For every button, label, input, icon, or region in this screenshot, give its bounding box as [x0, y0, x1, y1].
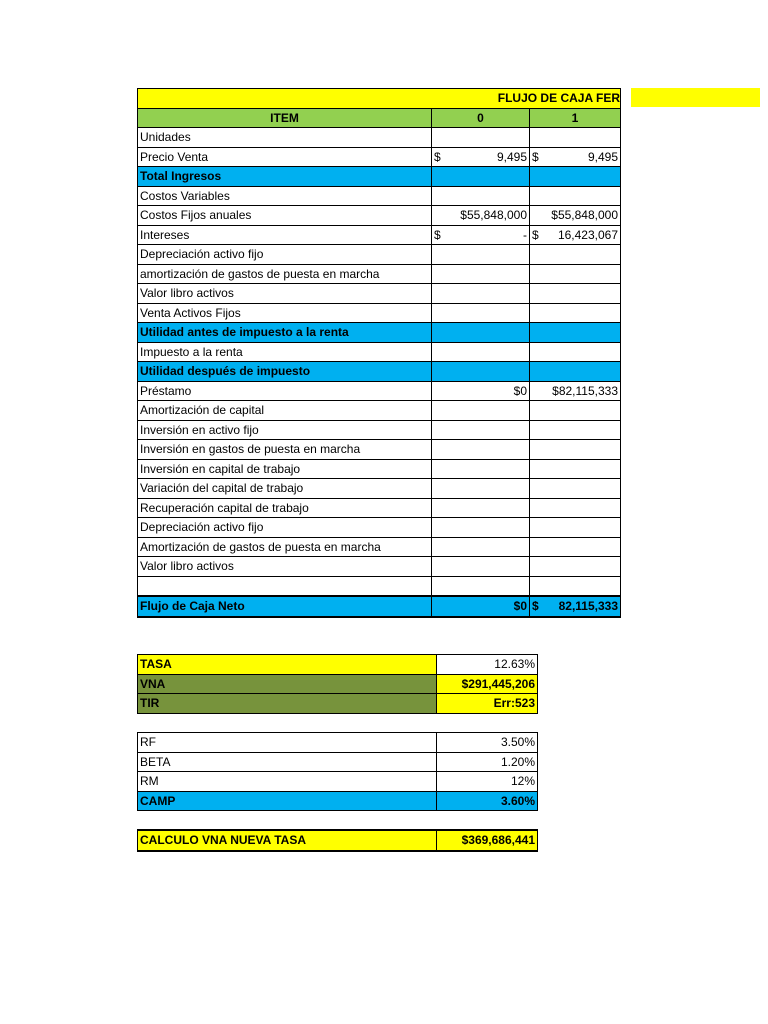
table-row — [138, 518, 621, 538]
row-label-cell[interactable]: Valor libro activos — [138, 284, 432, 304]
table-row — [138, 342, 621, 362]
row-value-1-cell[interactable] — [530, 245, 621, 265]
row-value-0-cell[interactable] — [432, 576, 530, 596]
row-value-0-cell[interactable] — [432, 323, 530, 343]
table-row — [138, 303, 621, 323]
row-label-cell[interactable]: Recuperación capital de trabajo — [138, 498, 432, 518]
capm-row — [138, 752, 538, 772]
row-label-cell[interactable]: Utilidad después de impuesto — [138, 362, 432, 382]
row-value-1-cell[interactable] — [530, 440, 621, 460]
row-label-cell[interactable]: Amortización de capital — [138, 401, 432, 421]
capm-label[interactable]: BETA — [138, 752, 437, 772]
capm-value[interactable]: 1.20% — [437, 752, 538, 772]
table-row — [138, 245, 621, 265]
row-label-cell[interactable]: Unidades — [138, 128, 432, 148]
header-item[interactable]: ITEM — [138, 108, 432, 128]
rate-row — [138, 674, 538, 694]
row-value-0-cell[interactable] — [432, 167, 530, 187]
nueva-tasa-table — [137, 829, 538, 852]
row-value-0-cell[interactable] — [432, 518, 530, 538]
row-value-1-cell[interactable] — [530, 342, 621, 362]
rate-value[interactable]: 12.63% — [437, 655, 538, 675]
row-value-1-cell[interactable] — [530, 128, 621, 148]
row-label-cell[interactable]: Precio Venta — [138, 147, 432, 167]
row-value-0-cell[interactable] — [432, 186, 530, 206]
row-value-0-cell[interactable]: $55,848,000 — [432, 206, 530, 226]
nueva-tasa-label[interactable]: CALCULO VNA NUEVA TASA — [138, 830, 437, 851]
title-fill-extension — [631, 88, 760, 107]
row-value-1-cell[interactable] — [530, 459, 621, 479]
amount: 9,495 — [496, 149, 527, 164]
net-cash-flow-row — [138, 596, 621, 617]
row-label-cell[interactable]: Inversión en gastos de puesta en marcha — [138, 440, 432, 460]
row-label-cell[interactable]: Variación del capital de trabajo — [138, 479, 432, 499]
row-label-cell[interactable]: Total Ingresos — [138, 167, 432, 187]
table-row — [138, 537, 621, 557]
row-value-1-cell[interactable] — [530, 303, 621, 323]
table-row — [138, 440, 621, 460]
row-label-cell[interactable]: amortización de gastos de puesta en marcha — [138, 264, 432, 284]
currency-symbol: $ — [532, 149, 539, 164]
row-value-1-cell[interactable] — [530, 323, 621, 343]
amount: 9,495 — [587, 149, 618, 164]
rates-table — [137, 654, 538, 714]
row-value-1-cell[interactable] — [530, 264, 621, 284]
header-col-1[interactable]: 1 — [530, 108, 621, 128]
table-row — [138, 186, 621, 206]
row-label-cell[interactable]: Intereses — [138, 225, 432, 245]
table-row — [138, 147, 621, 167]
row-value-1-cell[interactable]: $82,115,333 — [530, 381, 621, 401]
table-row — [138, 420, 621, 440]
money-value — [532, 148, 618, 166]
money-value — [434, 148, 527, 166]
row-label-cell[interactable]: Costos Fijos anuales — [138, 206, 432, 226]
table-row — [138, 576, 621, 596]
capm-row — [138, 791, 538, 811]
money-value — [532, 597, 618, 615]
row-value-1-cell[interactable] — [530, 420, 621, 440]
row-value-0-cell[interactable] — [432, 342, 530, 362]
table-title-text: FLUJO DE CAJA FER — [497, 91, 620, 106]
rate-label[interactable]: VNA — [138, 674, 437, 694]
row-label-cell[interactable]: Depreciación activo fijo — [138, 245, 432, 265]
capm-value[interactable]: 3.60% — [437, 791, 538, 811]
row-value-1-cell[interactable] — [530, 576, 621, 596]
row-label-cell[interactable] — [138, 576, 432, 596]
currency-symbol: $ — [532, 227, 539, 242]
table-row — [138, 362, 621, 382]
cash-flow-table — [137, 88, 621, 618]
currency-symbol: $ — [532, 599, 539, 614]
table-row — [138, 167, 621, 187]
nueva-tasa-value[interactable]: $369,686,441 — [437, 830, 538, 851]
capm-value[interactable]: 3.50% — [437, 733, 538, 753]
row-value-0-cell[interactable] — [432, 128, 530, 148]
row-value-0-cell[interactable] — [432, 245, 530, 265]
row-value-0-cell[interactable] — [432, 459, 530, 479]
table-row — [138, 401, 621, 421]
rate-row — [138, 694, 538, 714]
row-value-1-cell[interactable] — [530, 147, 621, 167]
capm-row — [138, 772, 538, 792]
table-row — [138, 479, 621, 499]
row-value-0-cell[interactable] — [432, 498, 530, 518]
row-value-0-cell[interactable] — [432, 537, 530, 557]
net-cash-flow-label[interactable]: Flujo de Caja Neto — [138, 596, 432, 617]
row-label-cell[interactable]: Depreciación activo fijo — [138, 518, 432, 538]
table-row — [138, 498, 621, 518]
capm-label[interactable]: RM — [138, 772, 437, 792]
row-value-1-cell[interactable] — [530, 401, 621, 421]
rate-value[interactable]: Err:523 — [437, 694, 538, 714]
row-label-cell[interactable]: Amortización de gastos de puesta en marcha — [138, 537, 432, 557]
row-label-cell[interactable]: Venta Activos Fijos — [138, 303, 432, 323]
row-value-1-cell[interactable] — [530, 225, 621, 245]
capm-table — [137, 732, 538, 811]
row-label-cell[interactable]: Valor libro activos — [138, 557, 432, 577]
row-label-cell[interactable]: Costos Variables — [138, 186, 432, 206]
row-value-1-cell[interactable] — [530, 186, 621, 206]
table-row — [138, 323, 621, 343]
row-label-cell[interactable]: Inversión en capital de trabajo — [138, 459, 432, 479]
row-value-0-cell[interactable]: $0 — [432, 381, 530, 401]
row-value-1-cell[interactable] — [530, 557, 621, 577]
row-value-0-cell[interactable] — [432, 420, 530, 440]
table-title[interactable] — [138, 89, 621, 109]
row-label-cell[interactable]: Impuesto a la renta — [138, 342, 432, 362]
rate-value[interactable]: $291,445,206 — [437, 674, 538, 694]
row-value-0-cell[interactable] — [432, 557, 530, 577]
amount: - — [523, 227, 527, 242]
table-row — [138, 225, 621, 245]
net-cash-flow-value-0[interactable]: $0 — [432, 596, 530, 617]
header-col-0[interactable]: 0 — [432, 108, 530, 128]
row-label-cell[interactable]: Préstamo — [138, 381, 432, 401]
row-value-0-cell[interactable] — [432, 147, 530, 167]
table-row — [138, 381, 621, 401]
amount: 16,423,067 — [557, 227, 618, 242]
rate-row — [138, 655, 538, 675]
row-value-1-cell[interactable] — [530, 167, 621, 187]
table-row — [138, 284, 621, 304]
row-label-cell[interactable]: Inversión en activo fijo — [138, 420, 432, 440]
money-value — [532, 226, 618, 244]
row-value-0-cell[interactable] — [432, 362, 530, 382]
money-value — [434, 226, 527, 244]
capm-value[interactable]: 12% — [437, 772, 538, 792]
capm-label[interactable]: CAMP — [138, 791, 437, 811]
row-value-1-cell[interactable] — [530, 537, 621, 557]
amount: 82,115,333 — [558, 599, 618, 614]
row-value-1-cell[interactable] — [530, 518, 621, 538]
rate-label[interactable]: TASA — [138, 655, 437, 675]
table-row — [138, 264, 621, 284]
row-value-0-cell[interactable] — [432, 440, 530, 460]
capm-row — [138, 733, 538, 753]
row-value-0-cell[interactable] — [432, 225, 530, 245]
net-cash-flow-value-1[interactable] — [530, 596, 621, 617]
row-value-0-cell[interactable] — [432, 284, 530, 304]
row-value-1-cell[interactable] — [530, 284, 621, 304]
row-value-1-cell[interactable] — [530, 362, 621, 382]
row-value-0-cell[interactable] — [432, 264, 530, 284]
table-row — [138, 557, 621, 577]
currency-symbol: $ — [434, 149, 441, 164]
table-row — [138, 459, 621, 479]
rate-label[interactable]: TIR — [138, 694, 437, 714]
row-value-1-cell[interactable]: $55,848,000 — [530, 206, 621, 226]
row-value-1-cell[interactable] — [530, 498, 621, 518]
currency-symbol: $ — [434, 227, 441, 242]
row-value-0-cell[interactable] — [432, 479, 530, 499]
table-row — [138, 206, 621, 226]
row-value-1-cell[interactable] — [530, 479, 621, 499]
table-row — [138, 128, 621, 148]
row-value-0-cell[interactable] — [432, 303, 530, 323]
capm-label[interactable]: RF — [138, 733, 437, 753]
row-value-0-cell[interactable] — [432, 401, 530, 421]
row-label-cell[interactable]: Utilidad antes de impuesto a la renta — [138, 323, 432, 343]
